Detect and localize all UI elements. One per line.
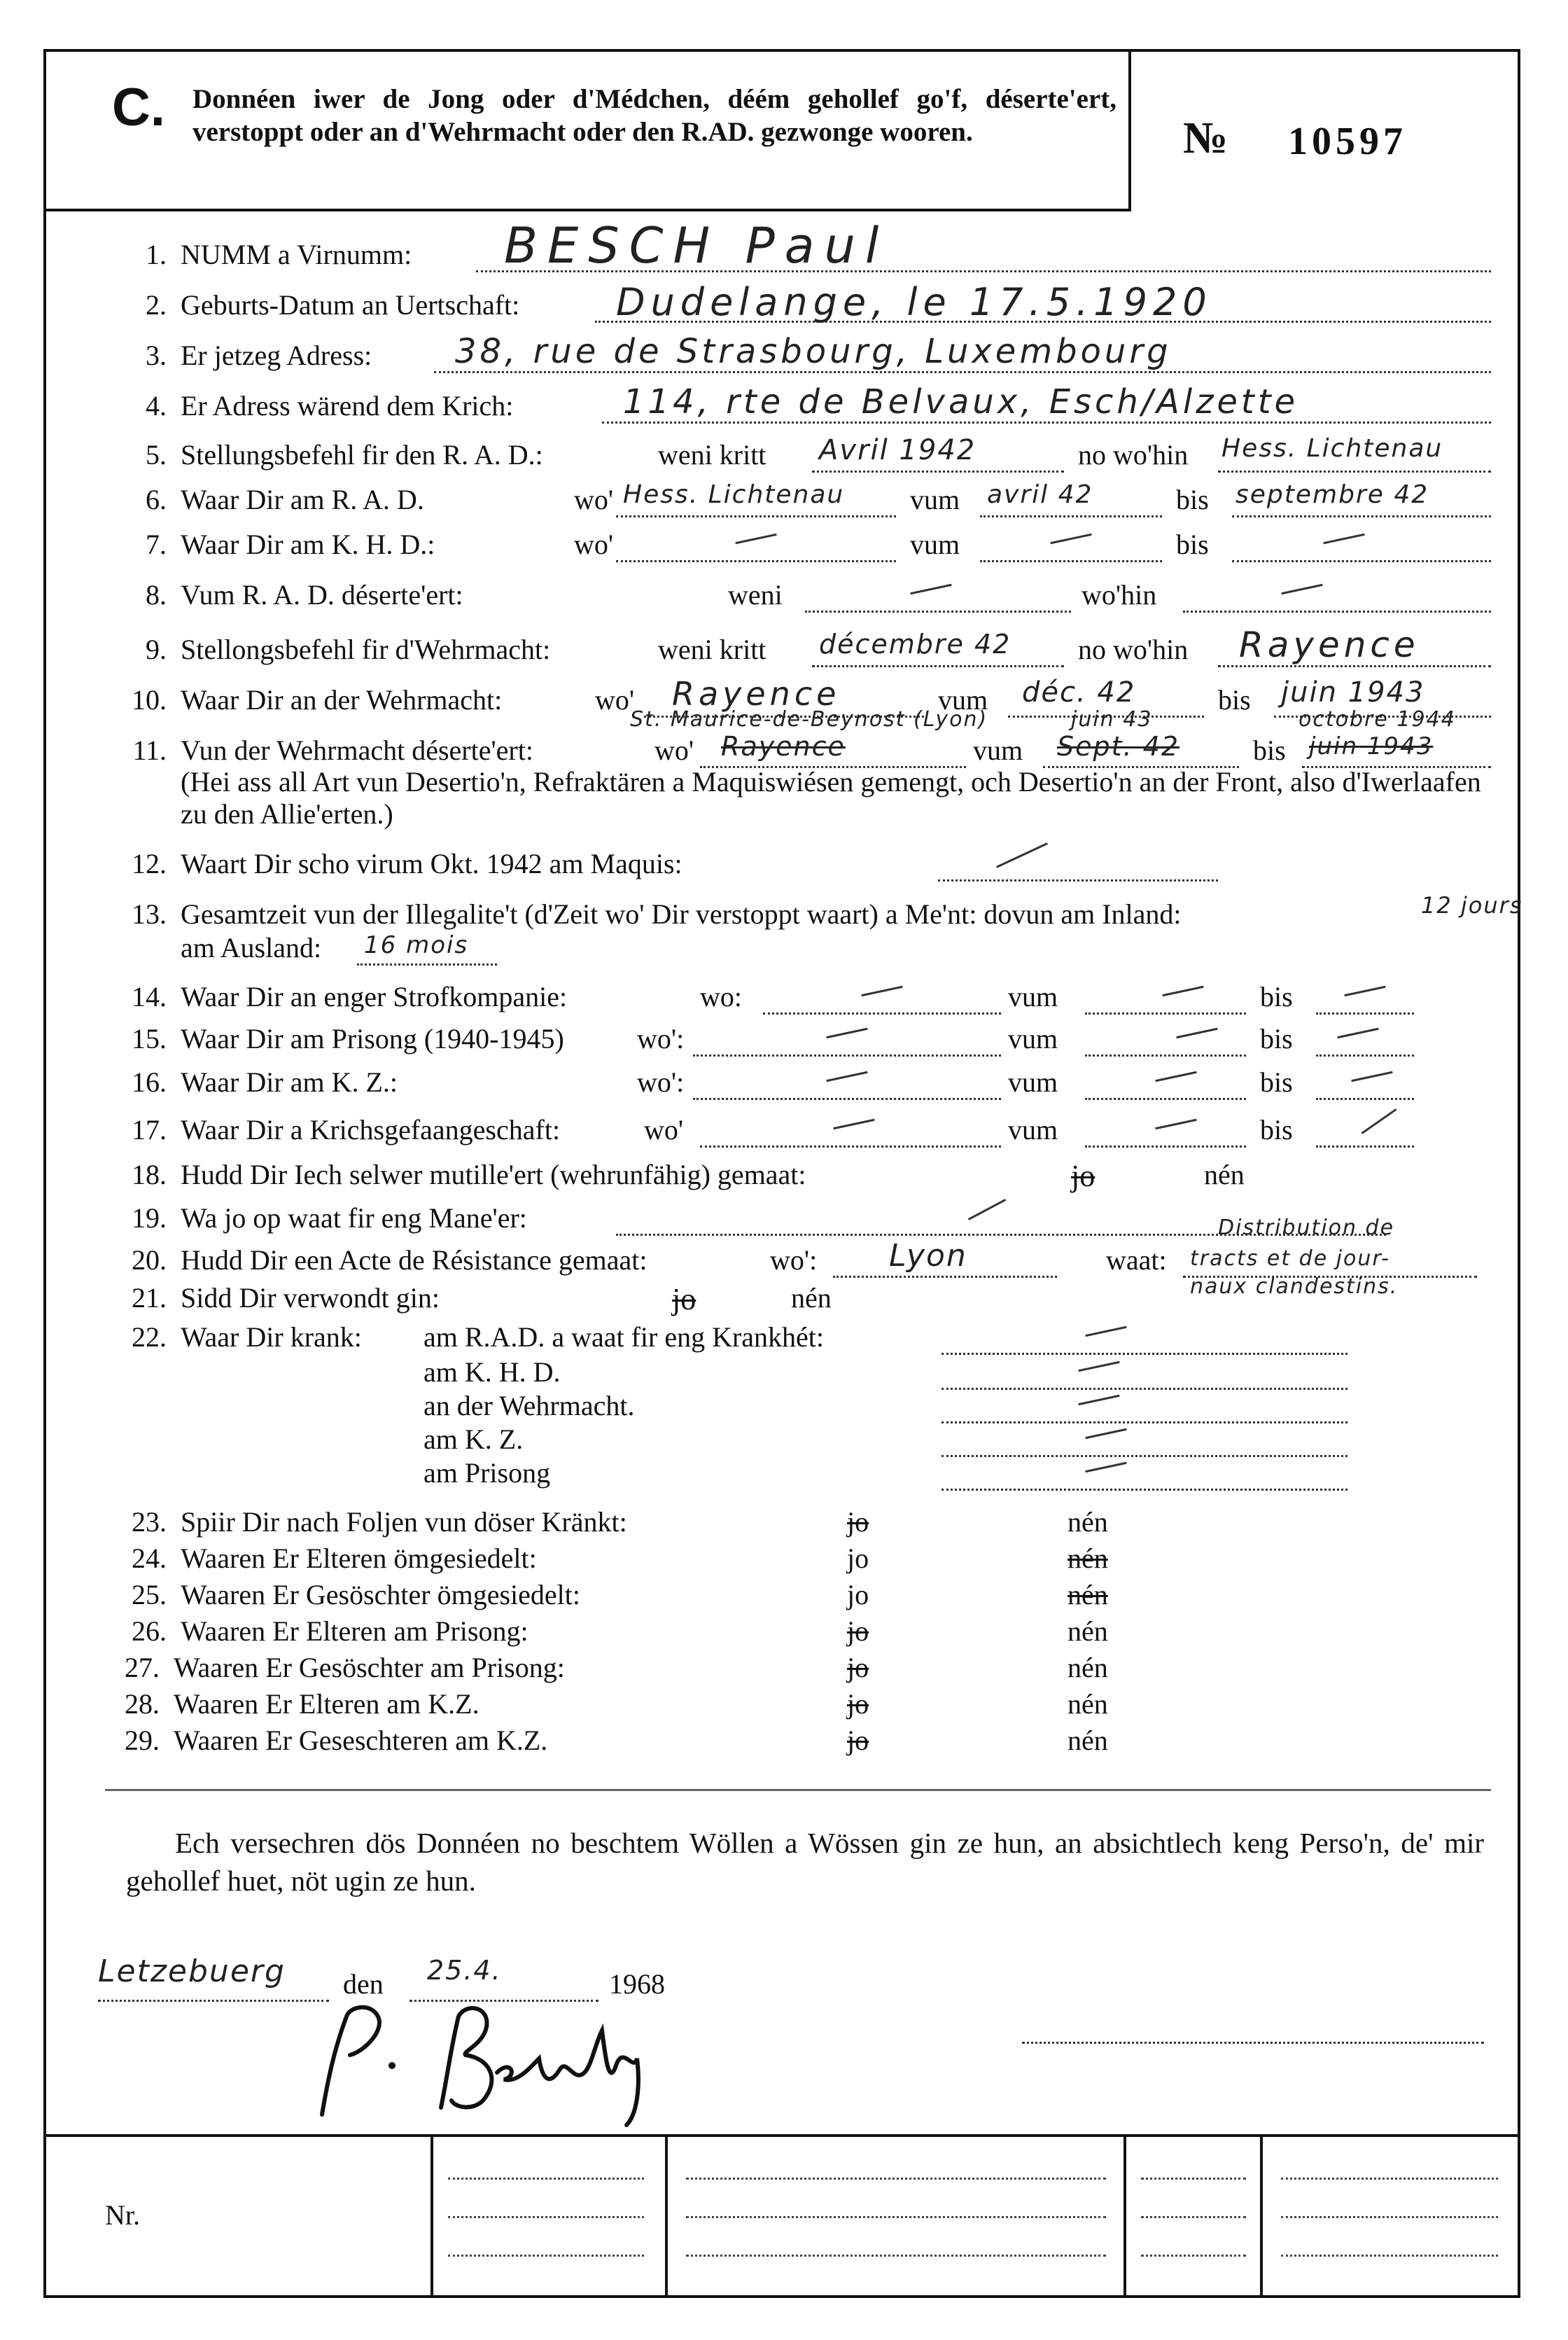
row-label: NUMM a Virnumm:: [181, 239, 412, 270]
row-number: 18.: [132, 1159, 167, 1190]
fill-line: [700, 1145, 1001, 1148]
footer-fill-line: [1281, 2216, 1498, 2218]
row-number: 22.: [132, 1321, 167, 1353]
option-nen: nén: [1204, 1159, 1245, 1190]
row-number: 17.: [132, 1114, 167, 1145]
row-label: Waaren Er Gesöschter am Prisong:: [174, 1652, 565, 1683]
row-label: Waaren Er Geseschteren am K.Z.: [174, 1725, 548, 1756]
fill-line: [1316, 1012, 1414, 1015]
footer-fill-line: [1141, 2255, 1246, 2257]
word-wo: wo':: [637, 1023, 685, 1054]
illness-prisong: am Prisong: [424, 1457, 551, 1489]
row-label: Waar Dir an der Wehrmacht:: [181, 684, 503, 716]
fill-line: [941, 1489, 1348, 1491]
row-number: 19.: [132, 1202, 167, 1234]
fill-line: [1316, 1098, 1414, 1100]
section-letter: C.: [112, 78, 165, 137]
row-number: 15.: [132, 1023, 167, 1054]
desert-place: St. Maurice-de-Beynost (Lyon): [630, 707, 988, 732]
row-label: Gesamtzeit vun der Illegalite't (d'Zeit wo' Dir verstoppt waart) a Me'nt: dovun am Inland:: [181, 898, 1182, 930]
footer-fill-line: [686, 2178, 1106, 2180]
row-number: 2.: [146, 289, 167, 321]
fill-line: [812, 665, 1064, 667]
row-label: Hudd Dir Iech selwer mutille'ert (wehrunfähig) gemaat:: [181, 1159, 806, 1190]
word-wohin: wo'hin: [1082, 579, 1157, 611]
option-nen: nén: [1068, 1725, 1108, 1756]
row-number: 20.: [132, 1244, 167, 1276]
option-jo: jo: [847, 1652, 869, 1683]
row-number: 1.: [146, 239, 167, 270]
illness-rad: am R.A.D. a waat fir eng Krankhét:: [424, 1321, 825, 1353]
illegality-abroad: 16 mois: [364, 931, 469, 959]
desert-place-struck: Rayence: [721, 731, 846, 762]
section-divider: [105, 1789, 1491, 1791]
word-vum: vum: [1008, 1066, 1058, 1098]
row-label: Waaren Er Elteren am Prisong:: [181, 1615, 528, 1647]
row-number: 24.: [132, 1542, 167, 1574]
fill-line: [805, 611, 1071, 613]
fill-line: [1218, 471, 1491, 473]
row-number: 28.: [125, 1688, 160, 1720]
option-jo: jo: [1071, 1159, 1096, 1193]
illness-wehrmacht: an der Wehrmacht.: [424, 1390, 635, 1421]
wehrmacht-order-date: décembre 42: [819, 629, 1011, 660]
word-waat: waat:: [1106, 1244, 1167, 1276]
word-wo: wo':: [770, 1244, 818, 1276]
row-label: Waar Dir am K. Z.:: [181, 1066, 398, 1098]
fill-line: [938, 879, 1218, 882]
fill-line: [1232, 515, 1491, 517]
row-number: 27.: [125, 1652, 160, 1683]
word-weni-kritt: weni kritt: [658, 439, 766, 471]
declaration-text: Ech versechren dös Donnéen no beschtem Wöllen a Wössen gin ze hun, an absichtlech keng Perso'n, de' mir gehollef huet, nöt ugin ze hun.: [126, 1827, 1484, 1897]
footer-divider: [665, 2134, 668, 2298]
row-number: 12.: [132, 848, 167, 879]
word-wo: wo:: [700, 981, 742, 1012]
fill-line: [980, 515, 1162, 517]
footer-divider: [1260, 2134, 1263, 2298]
row-label: Er jetzeg Adress:: [181, 340, 372, 371]
resistance-place: Lyon: [889, 1238, 967, 1274]
fill-line: [1085, 1012, 1246, 1015]
word-bis: bis: [1260, 981, 1293, 1012]
row-label: Waaren Er Gesöschter ömgesiedelt:: [181, 1579, 580, 1610]
illness-khd: am K. H. D.: [424, 1356, 561, 1388]
header-divider-vertical: [1128, 49, 1131, 210]
fill-line: [941, 1388, 1348, 1390]
date-value: 25.4.: [427, 1955, 502, 1986]
footer-fill-line: [1141, 2178, 1246, 2180]
option-nen: nén: [1068, 1579, 1108, 1610]
desert-from: juin 43: [1071, 707, 1153, 732]
option-nen: nén: [1068, 1652, 1108, 1683]
row-label: Sidd Dir verwondt gin:: [181, 1282, 440, 1314]
footer-nr-label: Nr.: [105, 2199, 140, 2231]
footer-fill-line: [448, 2216, 644, 2218]
row-number: 16.: [132, 1066, 167, 1098]
row-label: Waar Dir an enger Strofkompanie:: [181, 981, 568, 1012]
fill-line: [616, 560, 896, 562]
option-nen: nén: [1068, 1542, 1108, 1574]
word-wo: wo': [574, 529, 614, 560]
signature: [308, 1989, 672, 2132]
option-jo: jo: [847, 1542, 869, 1574]
fill-line: [763, 1012, 1001, 1015]
address-value: 38, rue de Strasbourg, Luxembourg: [455, 332, 1172, 371]
footer-fill-line: [686, 2255, 1106, 2257]
name-value: BESCH Paul: [504, 217, 889, 274]
row-number: 5.: [146, 439, 167, 471]
fill-line: [357, 963, 497, 966]
fill-line: [1085, 1054, 1246, 1057]
resistance-action-line2: tracts et de jour-: [1190, 1246, 1390, 1271]
fill-line: [616, 515, 896, 517]
illegality-inland: 12 jours: [1421, 892, 1523, 919]
row-number: 3.: [146, 340, 167, 371]
footer-divider: [430, 2134, 433, 2298]
word-vum: vum: [910, 484, 960, 515]
row-number: 4.: [146, 390, 167, 422]
footer-fill-line: [1281, 2255, 1498, 2257]
fill-line: [1316, 1054, 1414, 1057]
option-jo: jo: [847, 1506, 869, 1538]
fill-line: [434, 371, 1491, 373]
fill-line: [941, 1455, 1348, 1457]
word-wo: wo':: [637, 1066, 685, 1098]
row-number: 23.: [132, 1506, 167, 1538]
row-number: 10.: [132, 684, 167, 716]
rad-order-place: Hess. Lichtenau: [1222, 434, 1443, 463]
resistance-action-line3: naux clandestins.: [1190, 1274, 1399, 1299]
option-nen: nén: [1068, 1688, 1108, 1720]
word-bis: bis: [1218, 684, 1251, 716]
word-bis: bis: [1260, 1066, 1293, 1098]
signature-graphic: [308, 1989, 672, 2129]
rad-to: septembre 42: [1236, 480, 1429, 509]
word-wo: wo': [574, 484, 614, 515]
word-vum: vum: [938, 684, 988, 716]
wehrmacht-to: juin 1943: [1281, 676, 1425, 709]
row-label: Waaren Er Elteren am K.Z.: [174, 1688, 479, 1720]
header-title: Donnéen iwer de Jong oder d'Médchen, déém gehollef go'f, déserte'ert, verstoppt oder an d'Wehrmacht oder den R.AD. gezwonge wooren.: [192, 84, 1116, 147]
row-label: Hudd Dir een Acte de Résistance gemaat:: [181, 1244, 648, 1276]
desert-to-struck: juin 1943: [1309, 732, 1434, 760]
option-nen: nén: [1068, 1615, 1108, 1647]
rad-place: Hess. Lichtenau: [623, 480, 845, 509]
row-label: Wa jo op waat fir eng Mane'er:: [181, 1202, 527, 1234]
option-nen: nén: [791, 1282, 832, 1314]
row-number: 14.: [132, 981, 167, 1012]
row-number: 6.: [146, 484, 167, 515]
word-bis: bis: [1260, 1023, 1293, 1054]
word-vum: vum: [1008, 981, 1058, 1012]
row-number: 8.: [146, 579, 167, 611]
option-jo: jo: [847, 1688, 869, 1720]
row-label: Vum R. A. D. déserte'ert:: [181, 579, 463, 611]
fill-line: [833, 1276, 1057, 1278]
fill-line: [693, 1098, 1001, 1100]
word-vum: vum: [910, 529, 960, 560]
row-label: Waar Dir krank:: [181, 1321, 362, 1353]
option-jo: jo: [672, 1282, 696, 1316]
place-value: Letzebuerg: [98, 1954, 286, 1989]
word-bis: bis: [1260, 1114, 1293, 1145]
row-number: 7.: [146, 529, 167, 560]
word-den: den: [343, 1968, 384, 2000]
form-number: 10597: [1288, 120, 1407, 163]
row-label: Waart Dir scho virum Okt. 1942 am Maquis:: [181, 848, 682, 879]
word-weni: weni: [728, 579, 783, 611]
row-number: 25.: [132, 1579, 167, 1610]
fill-line: [1218, 665, 1491, 667]
row-number: 26.: [132, 1615, 167, 1647]
row-label: Vun der Wehrmacht déserte'ert:: [181, 734, 533, 766]
row-number: 11.: [132, 734, 167, 766]
wehrmacht-place: Rayence: [672, 675, 841, 713]
row-label: am Ausland:: [181, 932, 322, 963]
row-label: Waar Dir am R. A. D.: [181, 484, 424, 515]
row-number: 13.: [132, 898, 167, 930]
footer-fill-line: [686, 2216, 1106, 2218]
note-11: (Hei ass all Art vun Desertio'n, Refraktären a Maquiswiésen gemengt, och Desertio'n an der Front, also d'Iwerlaafen zu den Allie'erten.): [181, 766, 1481, 830]
row-number: 21.: [132, 1282, 167, 1314]
fill-line: [980, 560, 1162, 562]
fill-line: [1085, 1145, 1246, 1148]
row-label: Waar Dir a Krichsgefaangeschaft:: [181, 1114, 561, 1145]
birth-value: Dudelange, le 17.5.1920: [616, 280, 1212, 324]
fill-line: [693, 1054, 1001, 1057]
option-jo: jo: [847, 1579, 869, 1610]
wehrmacht-from: déc. 42: [1022, 676, 1136, 709]
word-vum: vum: [1008, 1023, 1058, 1054]
word-bis: bis: [1176, 529, 1209, 560]
war-address-value: 114, rte de Belvaux, Esch/Alzette: [623, 382, 1299, 422]
row-label: Waar Dir am K. H. D.:: [181, 529, 435, 560]
fill-line: [1085, 1098, 1246, 1100]
word-no-wohin: no wo'hin: [1078, 634, 1189, 665]
signature-line: [1022, 2042, 1484, 2044]
year-value: 1968: [609, 1968, 665, 2000]
fill-line: [1316, 1145, 1414, 1148]
footer-fill-line: [448, 2178, 644, 2180]
rad-from: avril 42: [987, 480, 1093, 509]
footer-top-line: [43, 2134, 1520, 2137]
footer-fill-line: [1281, 2178, 1498, 2180]
row-label: Stellongsbefehl fir d'Wehrmacht:: [181, 634, 551, 665]
fill-line: [1232, 560, 1491, 562]
fill-line: [812, 471, 1064, 473]
fill-line: [941, 1353, 1348, 1355]
illness-kz: am K. Z.: [424, 1423, 524, 1455]
word-wo: wo': [595, 684, 635, 716]
row-label: Spiir Dir nach Foljen vun döser Kränkt:: [181, 1506, 627, 1538]
option-jo: jo: [847, 1725, 869, 1756]
row-number: 29.: [125, 1725, 160, 1756]
rad-order-date: Avril 1942: [819, 434, 976, 466]
fill-line: [1183, 611, 1491, 613]
number-symbol: №: [1183, 113, 1228, 162]
fill-line: [602, 422, 1491, 424]
footer-fill-line: [448, 2255, 644, 2257]
word-wo: wo': [654, 734, 694, 766]
option-jo: jo: [847, 1615, 869, 1647]
word-bis: bis: [1176, 484, 1209, 515]
word-weni-kritt: weni kritt: [658, 634, 766, 665]
footer-fill-line: [1141, 2216, 1246, 2218]
desert-to: octobre 1944: [1298, 707, 1456, 732]
footer-divider: [1124, 2134, 1126, 2298]
fill-line: [941, 1421, 1348, 1423]
row-number: 9.: [146, 634, 167, 665]
word-vum: vum: [973, 734, 1023, 766]
row-label: Waar Dir am Prisong (1940-1945): [181, 1023, 564, 1054]
fill-line: [98, 2000, 329, 2002]
word-vum: vum: [1008, 1114, 1058, 1145]
desert-from-struck: Sept. 42: [1057, 731, 1180, 762]
header-divider-horizontal: [43, 209, 1131, 211]
word-no-wohin: no wo'hin: [1078, 439, 1189, 471]
resistance-action-line1: Distribution de: [1218, 1216, 1395, 1240]
row-label: Geburts-Datum an Uertschaft:: [181, 289, 520, 321]
word-bis: bis: [1253, 734, 1286, 766]
row-label: Waaren Er Elteren ömgesiedelt:: [181, 1542, 537, 1574]
row-label: Stellungsbefehl fir den R. A. D.:: [181, 439, 543, 471]
row-label: Er Adress wärend dem Krich:: [181, 390, 514, 422]
option-nen: nén: [1068, 1506, 1108, 1538]
word-wo: wo': [644, 1114, 684, 1145]
wehrmacht-order-place: Rayence: [1239, 625, 1420, 665]
